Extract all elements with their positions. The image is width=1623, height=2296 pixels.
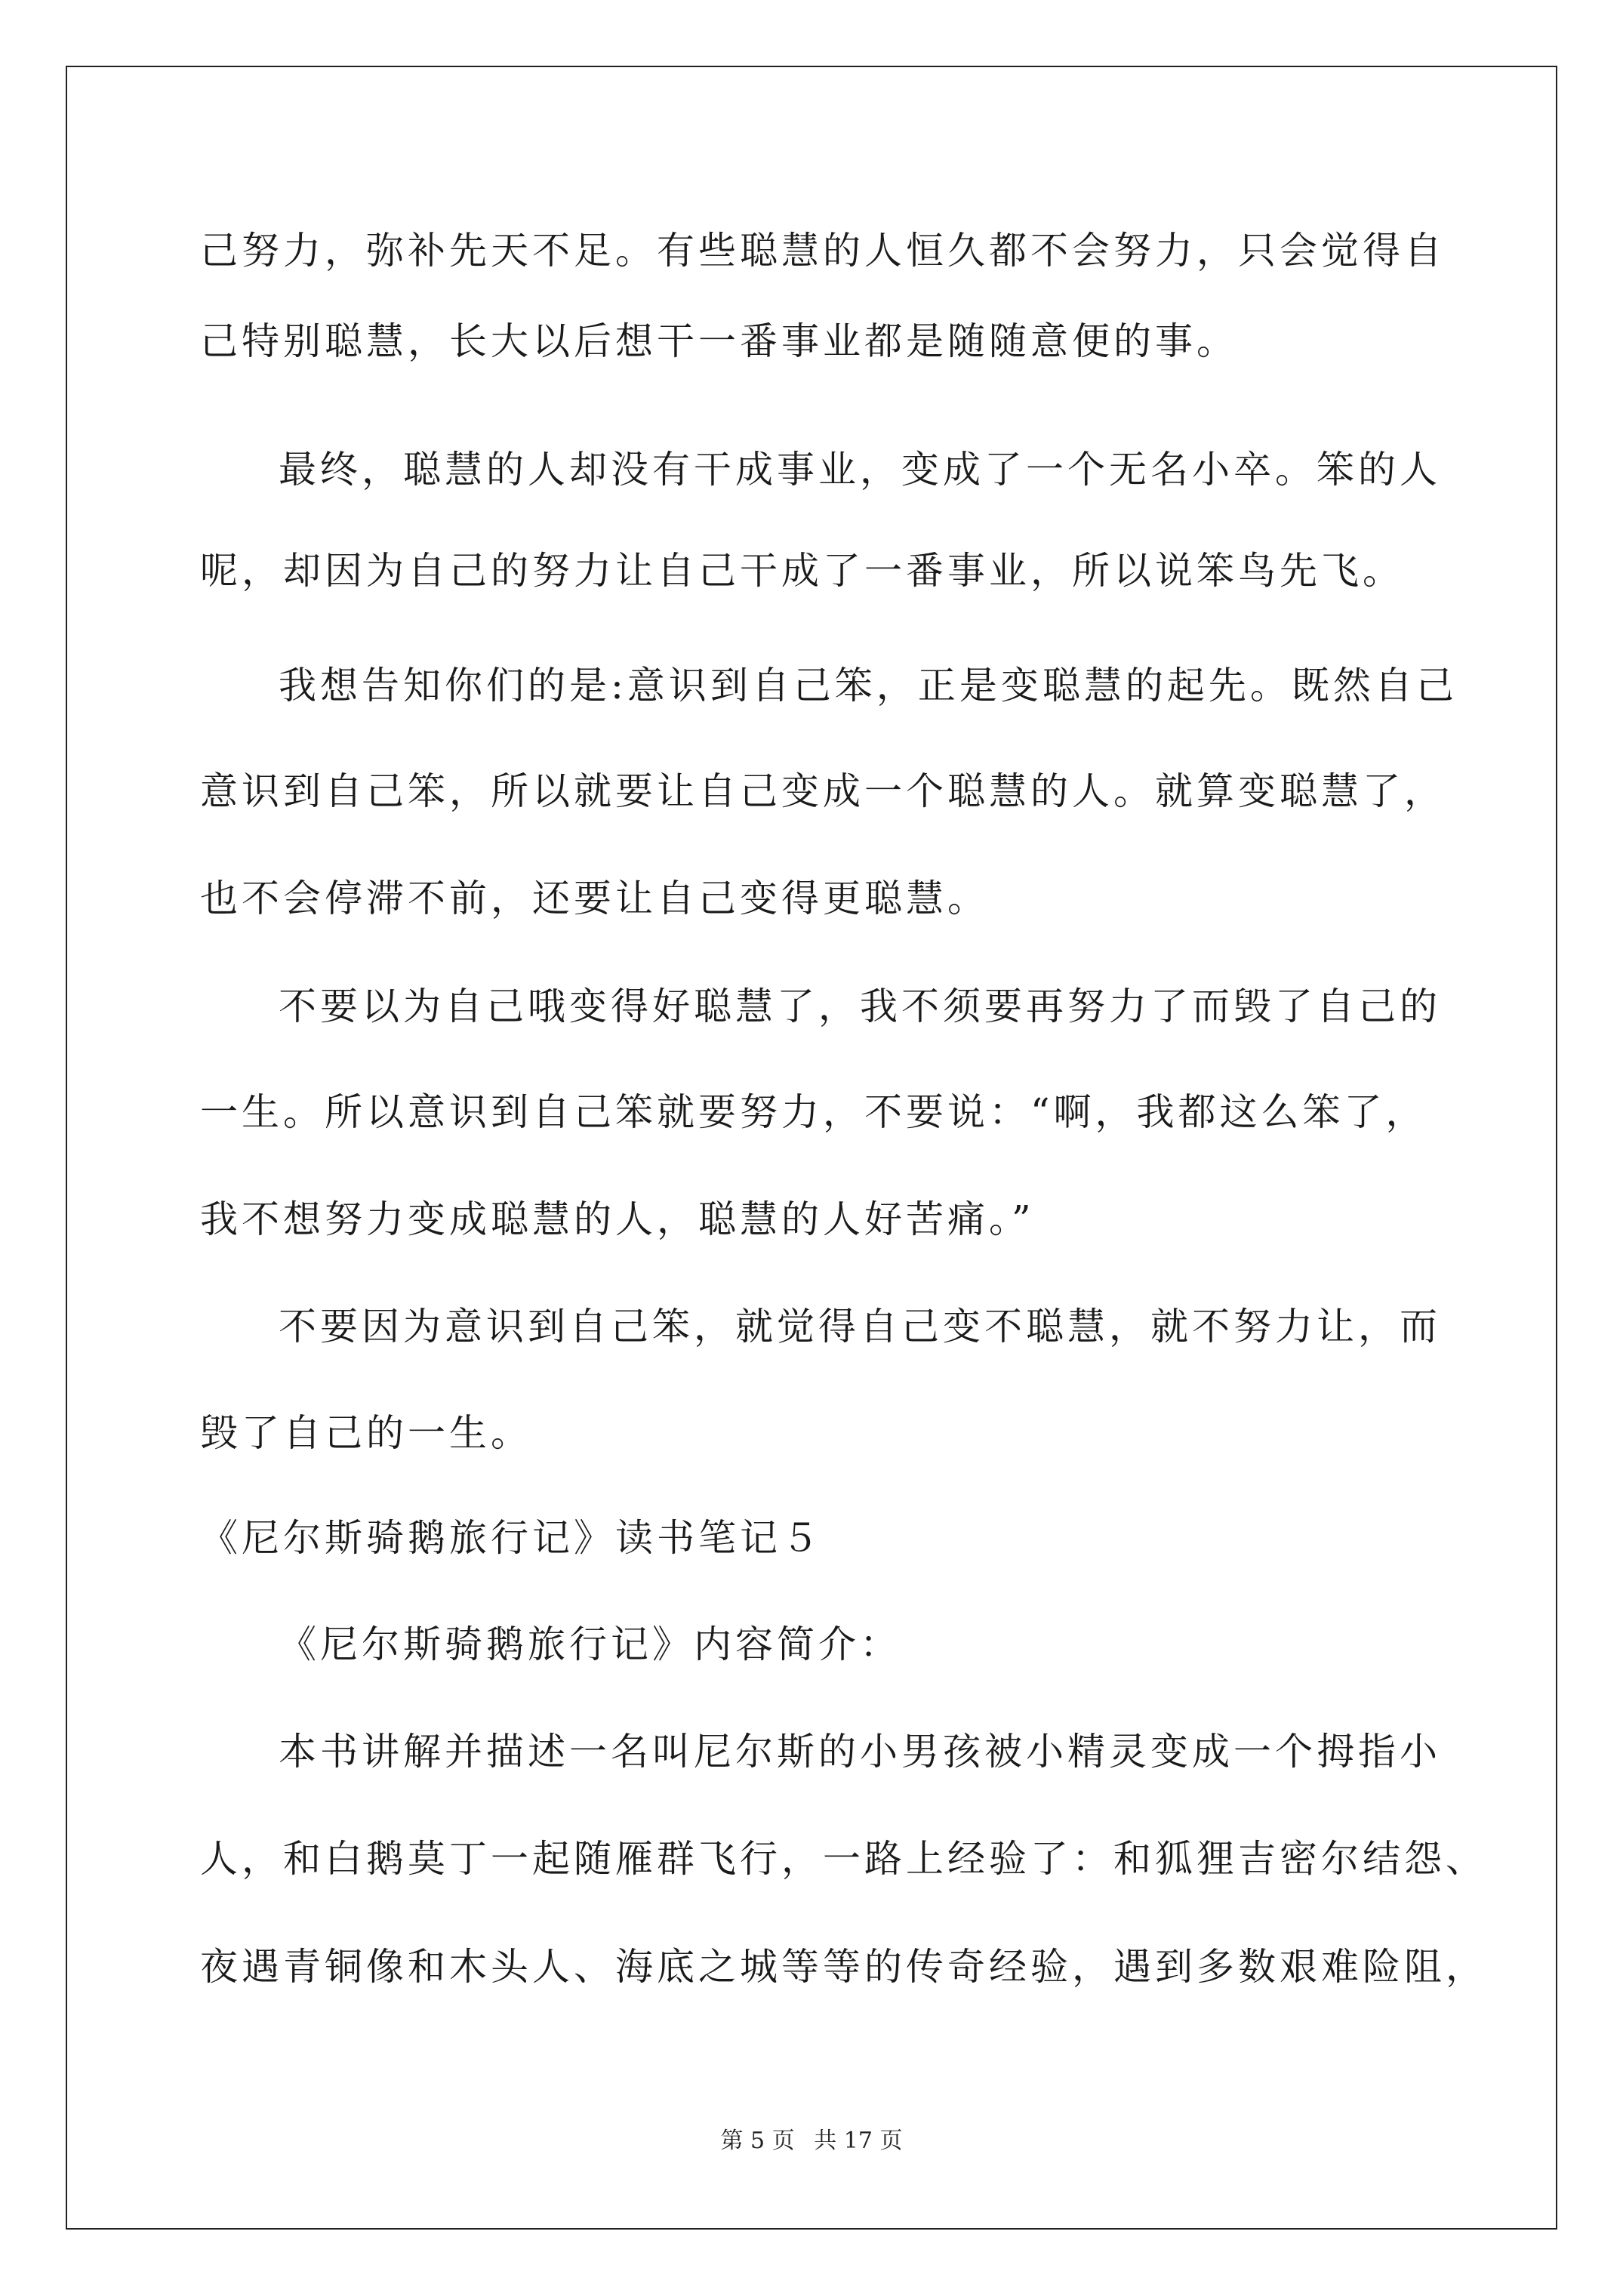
page-number: 第 5 页 [720, 2128, 795, 2154]
paragraph-5-line-1: 不要因为意识到自己笨，就觉得自己变不聪慧，就不努力让，而 [279, 1305, 1441, 1348]
page-footer [0, 2126, 1623, 2156]
paragraph-7-line-3: 夜遇青铜像和木头人、海底之城等等的传奇经验，遇到多数艰难险阻， [200, 1945, 1487, 1989]
paragraph-3-line-3: 也不会停滞不前，还要让自己变得更聪慧。 [200, 877, 989, 920]
paragraph-3-line-1: 我想告知你们的是:意识到自己笨，正是变聪慧的起先。既然自己 [279, 664, 1458, 707]
paragraph-3-line-2: 意识到自己笨，所以就要让自己变成一个聪慧的人。就算变聪慧了， [200, 769, 1446, 813]
paragraph-7-line-1: 本书讲解并描述一名叫尼尔斯的小男孩被小精灵变成一个拇指小 [279, 1730, 1441, 1774]
paragraph-1-line-2: 己特别聪慧，长大以后想干一番事业都是随随意便的事。 [200, 319, 1238, 363]
section-heading: 《尼尔斯骑鹅旅行记》读书笔记５ [200, 1516, 823, 1560]
paragraph-4-line-2: 一生。所以意识到自己笨就要努力，不要说：“啊，我都这么笨了， [200, 1090, 1427, 1134]
page-border [66, 66, 1557, 2230]
paragraph-4-line-1: 不要以为自己哦变得好聪慧了，我不须要再努力了而毁了自己的 [279, 985, 1441, 1028]
paragraph-5-line-2: 毁了自己的一生。 [200, 1411, 532, 1455]
paragraph-1-line-1: 己努力，弥补先天不足。有些聪慧的人恒久都不会努力，只会觉得自 [200, 229, 1446, 273]
paragraph-6-line-1: 《尼尔斯骑鹅旅行记》内容简介： [279, 1623, 901, 1666]
paragraph-2-line-2: 呢，却因为自己的努力让自己干成了一番事业，所以说笨鸟先飞。 [200, 549, 1404, 593]
paragraph-7-line-2: 人，和白鹅莫丁一起随雁群飞行，一路上经验了：和狐狸吉密尔结怨、 [200, 1837, 1487, 1881]
page-total: 共 17 页 [814, 2128, 903, 2154]
paragraph-2-line-1: 最终，聪慧的人却没有干成事业，变成了一个无名小卒。笨的人 [279, 448, 1441, 492]
paragraph-4-line-3: 我不想努力变成聪慧的人，聪慧的人好苦痛。” [200, 1197, 1035, 1241]
